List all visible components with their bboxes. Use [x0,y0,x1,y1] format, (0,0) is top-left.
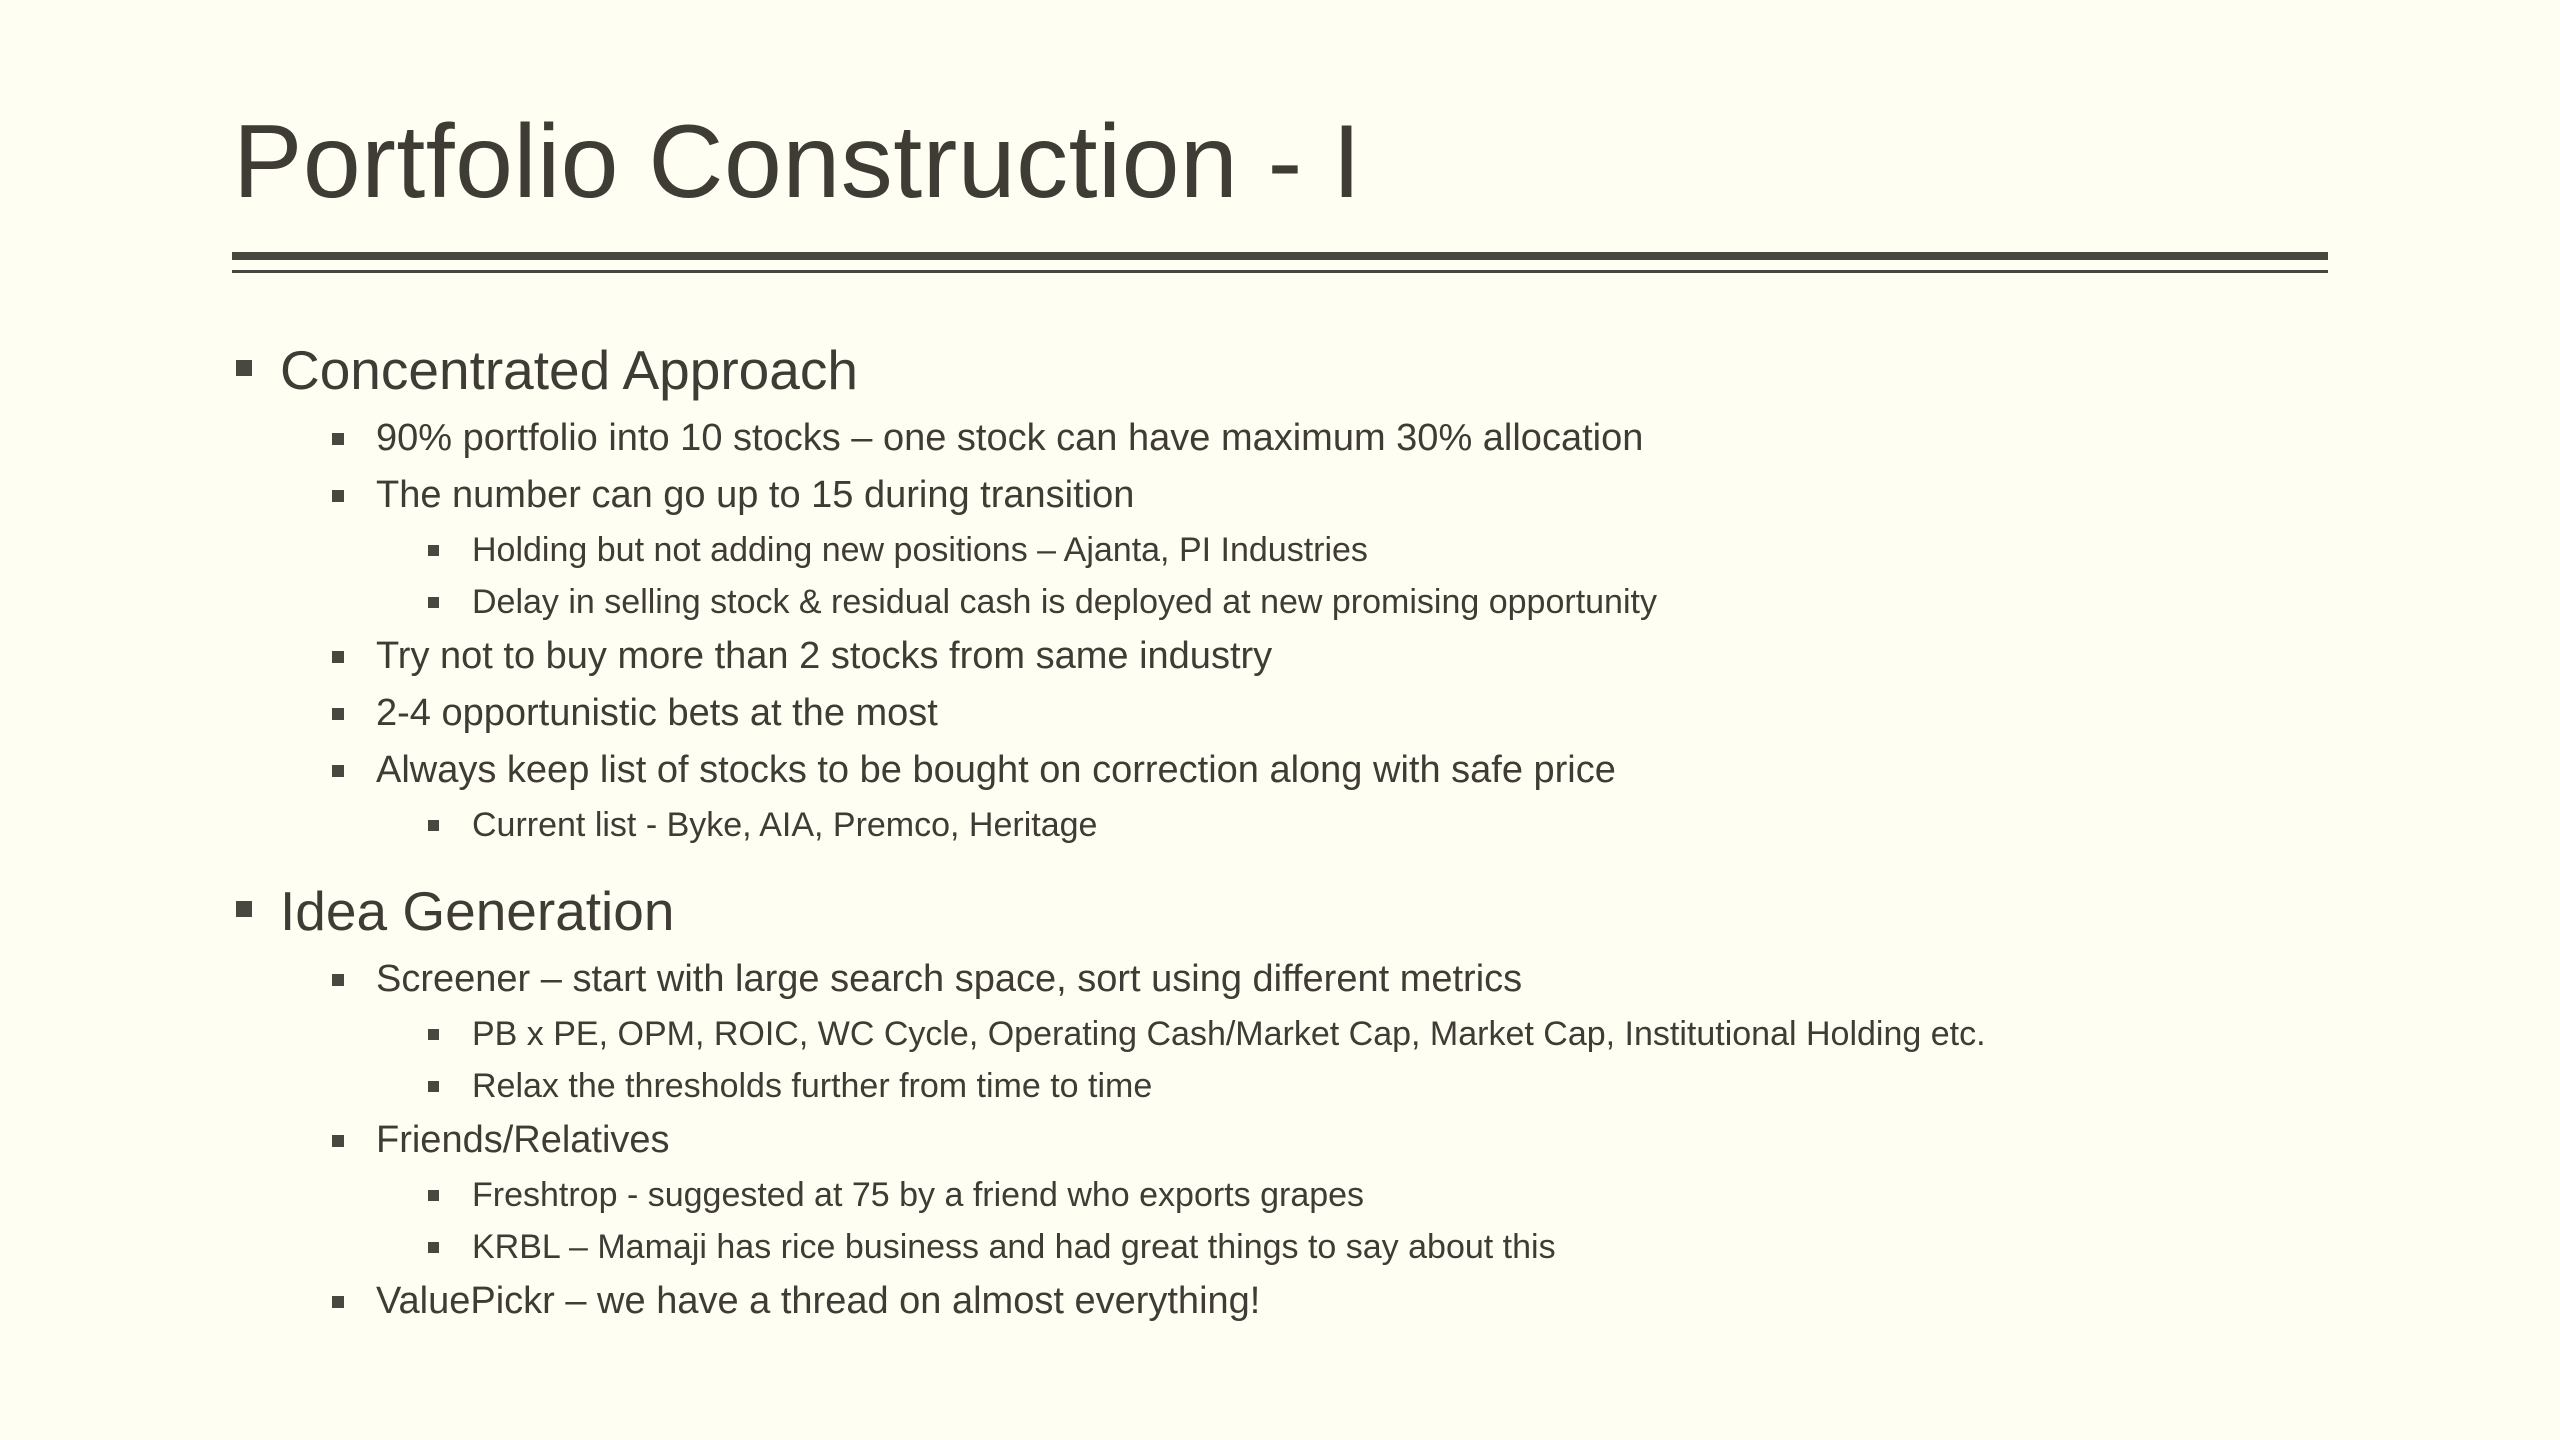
sub-list-item-text: Delay in selling stock & residual cash is deployed at new promising opportunity [472,583,1657,621]
sub-list-item [232,576,2328,628]
square-bullet-icon [332,651,344,663]
square-bullet-icon [428,1029,439,1040]
square-bullet-icon [428,1190,439,1201]
sub-list-item [232,1169,2328,1221]
square-bullet-icon [428,545,439,556]
list-item [232,951,2328,1008]
sub-list-item [232,1060,2328,1112]
square-bullet-icon [236,360,252,376]
sub-list-item [232,799,2328,851]
list-item-text: 90% portfolio into 10 stocks – one stock can have maximum 30% allocation [376,417,1644,459]
square-bullet-icon [428,597,439,608]
square-bullet-icon [428,1242,439,1253]
list-item [232,410,2328,467]
section-heading [232,330,2328,410]
slide-title: Portfolio Construction - I [233,104,1362,220]
square-bullet-icon [236,901,252,917]
square-bullet-icon [332,433,344,445]
square-bullet-icon [332,1135,344,1147]
sub-list-item [232,1221,2328,1273]
slide-content [232,330,2328,1330]
sub-list-item-text: Freshtrop - suggested at 75 by a friend who exports grapes [472,1176,1365,1214]
section-heading-text: Concentrated Approach [280,339,858,401]
list-item [232,742,2328,799]
square-bullet-icon [332,708,344,720]
list-item-text: Screener – start with large search space, sort using different metrics [376,958,1523,1000]
list-item [232,1112,2328,1169]
square-bullet-icon [332,1296,344,1308]
square-bullet-icon [332,765,344,777]
list-item [232,1273,2328,1330]
sub-list-item-text: PB x PE, OPM, ROIC, WC Cycle, Operating Cash/Market Cap, Market Cap, Institutional Holding etc. [472,1015,1986,1053]
square-bullet-icon [332,490,344,502]
section-heading-text: Idea Generation [280,880,675,942]
list-item-text: Friends/Relatives [376,1119,670,1161]
square-bullet-icon [332,974,344,986]
sub-list-item [232,524,2328,576]
list-item [232,685,2328,742]
sub-list-item-text: KRBL – Mamaji has rice business and had great things to say about this [472,1228,1556,1266]
sub-list-item [232,1008,2328,1060]
list-item-text: Try not to buy more than 2 stocks from same industry [376,635,1273,677]
sub-list-item-text: Current list - Byke, AIA, Premco, Heritage [472,806,1098,844]
section-heading [232,871,2328,951]
list-item-text: ValuePickr – we have a thread on almost everything! [376,1280,1261,1322]
list-item-text: The number can go up to 15 during transition [376,474,1135,516]
title-rule-thin [232,270,2328,273]
list-item [232,628,2328,685]
list-item-text: Always keep list of stocks to be bought on correction along with safe price [376,749,1616,791]
square-bullet-icon [428,1081,439,1092]
square-bullet-icon [428,820,439,831]
list-item-text: 2-4 opportunistic bets at the most [376,692,938,734]
sub-list-item-text: Relax the thresholds further from time to time [472,1067,1153,1105]
sub-list-item-text: Holding but not adding new positions – Ajanta, PI Industries [472,531,1368,569]
list-item [232,467,2328,524]
title-rule-thick [232,252,2328,260]
section-gap [232,851,2328,871]
